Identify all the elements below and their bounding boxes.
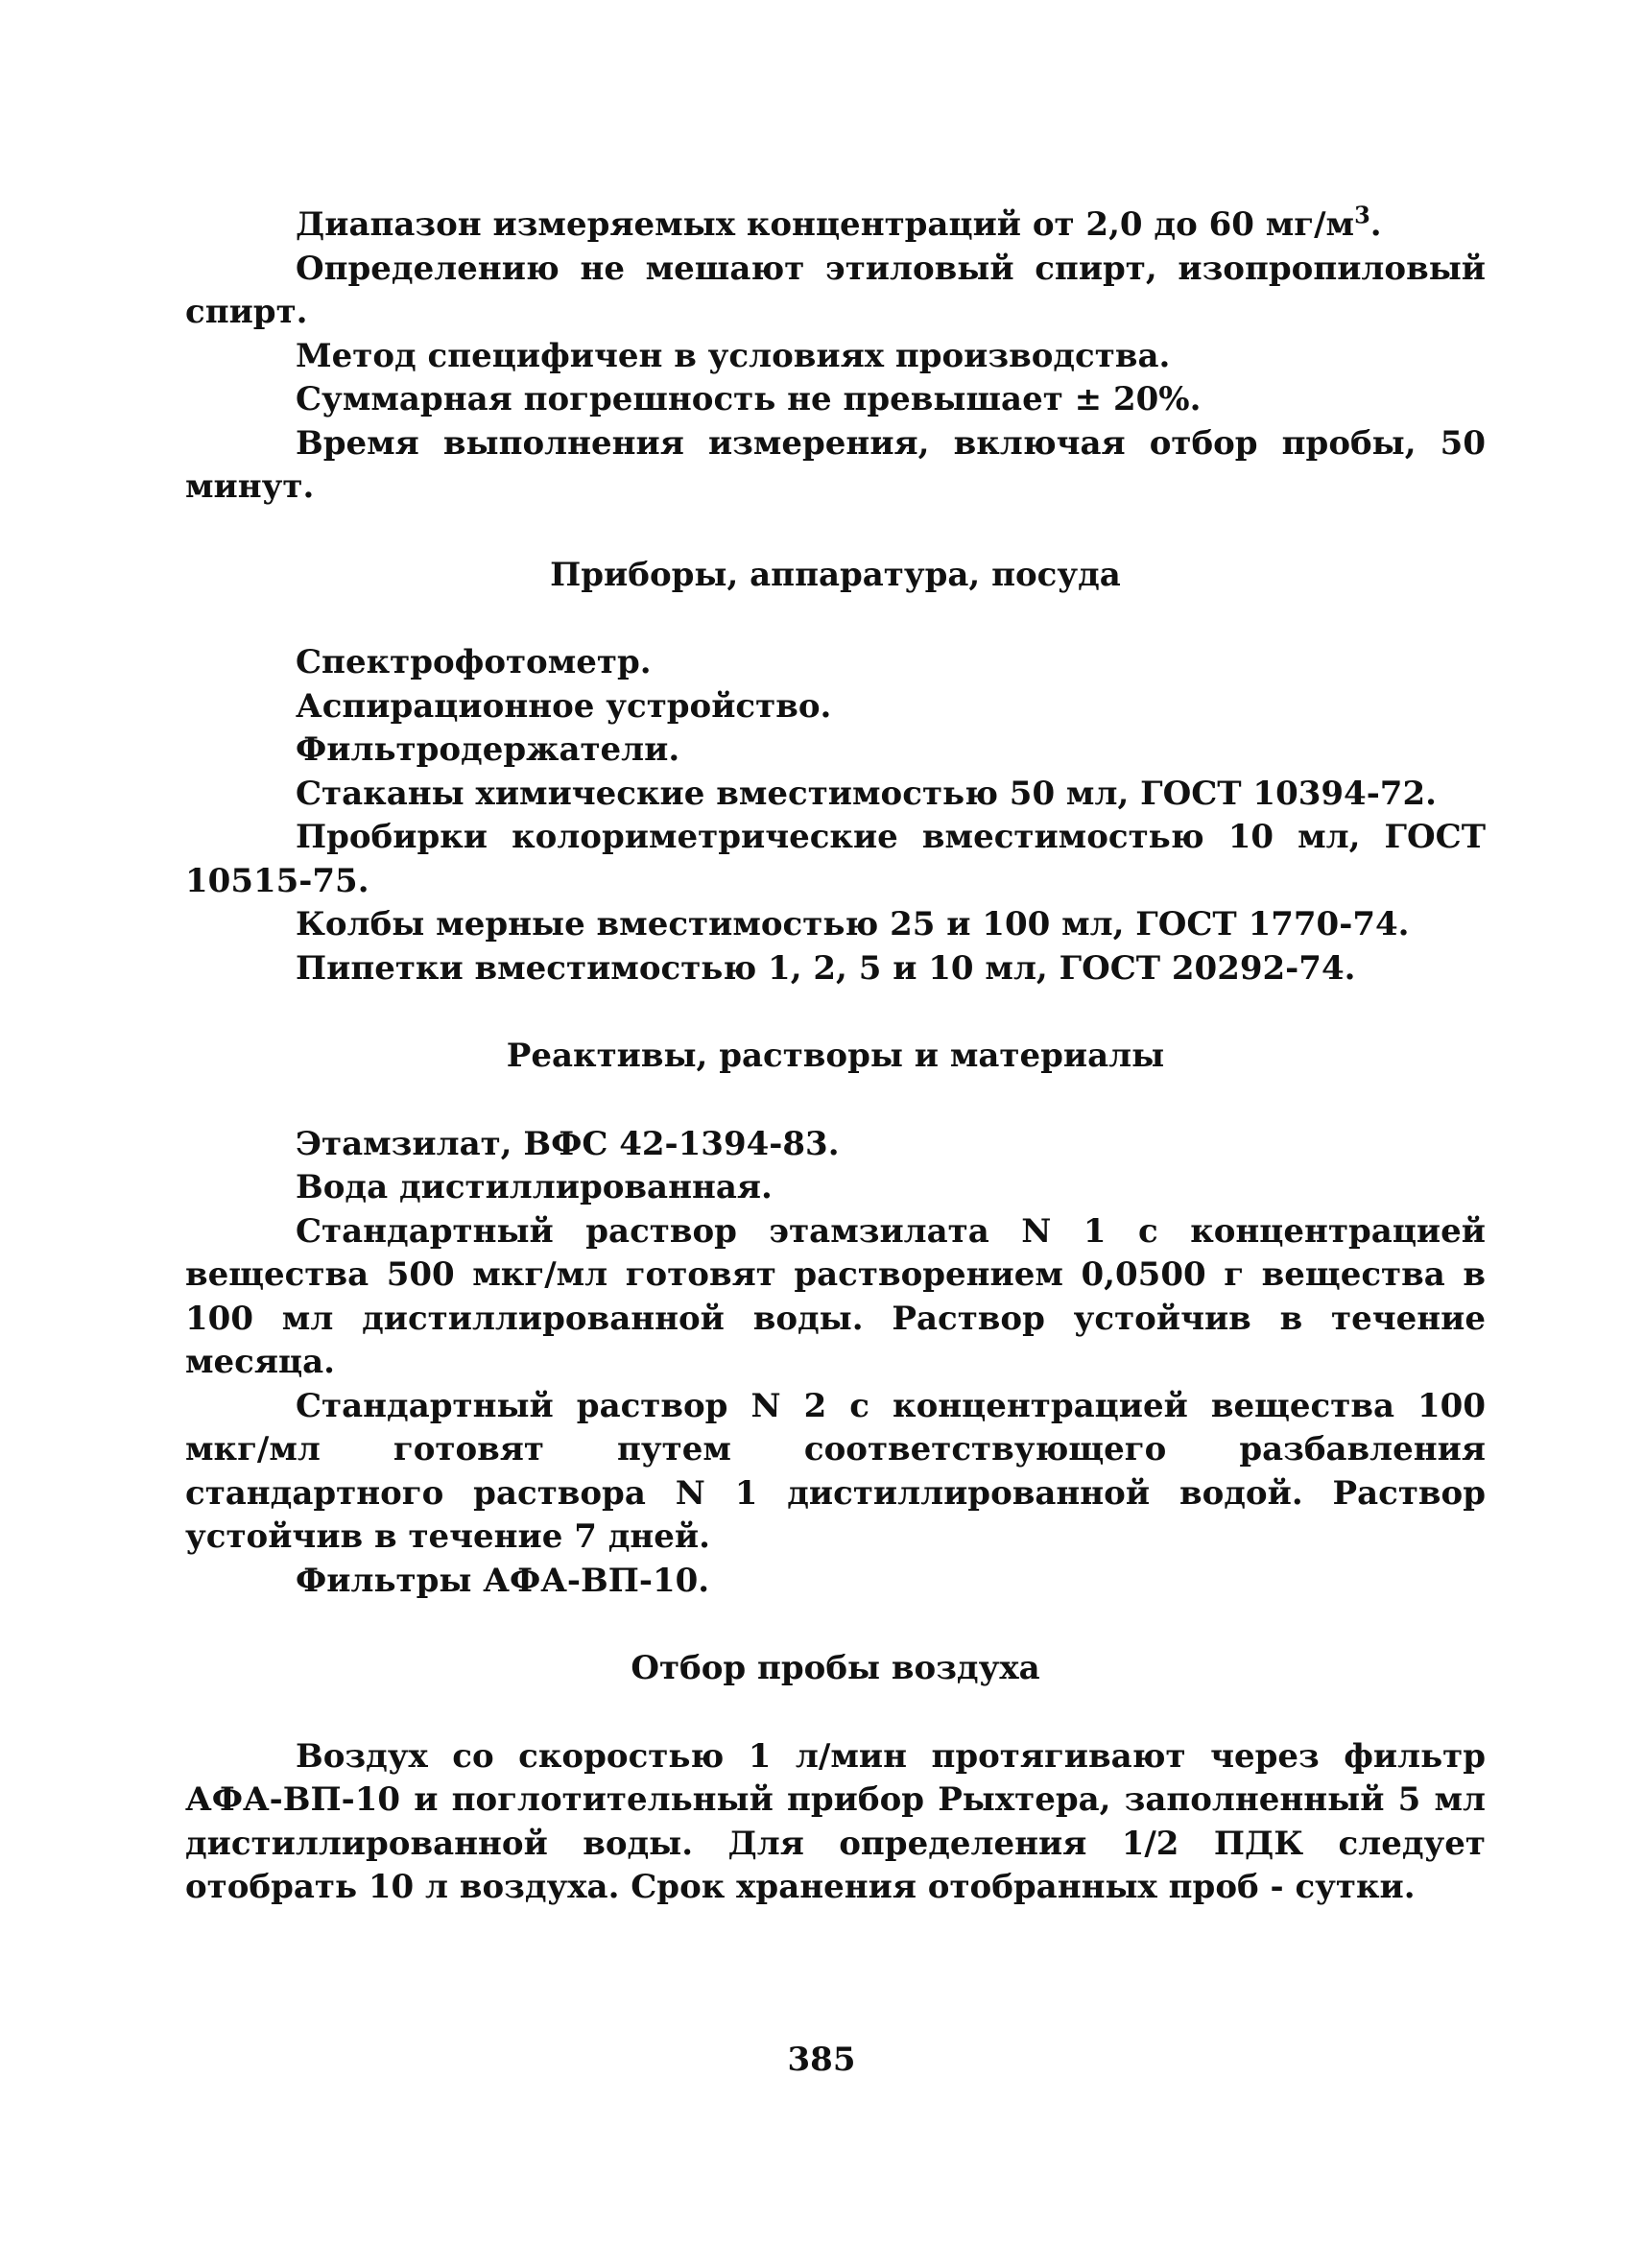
equipment-item: Пипетки вместимостью 1, 2, 5 и 10 мл, ГОСТ 20292-74.	[296, 948, 1356, 988]
text-column	[185, 203, 1486, 1910]
equipment-item: Спектрофотометр.	[296, 643, 652, 681]
interference-paragraph: Определению не мешают этиловый спирт, изопропиловый спирт.	[185, 249, 1486, 331]
equipment-item: Пробирки колориметрические вместимостью 10 мл, ГОСТ 10515-75.	[185, 818, 1486, 900]
equipment-item: Стаканы химические вместимостью 50 мл, ГОСТ 10394-72.	[296, 774, 1437, 813]
reagents-heading: Реактивы, растворы и материалы	[506, 1037, 1165, 1075]
reagent-item: Стандартный раствор N 2 с концентрацией вещества 100 мкг/мл готовят путем соответствующего разбавления стандартного раствора N 1 дистиллированной водой. Раствор устойчив в течение 7 дней.	[185, 1386, 1486, 1556]
sampling-paragraph: Воздух со скоростью 1 л/мин протягивают через фильтр АФА-ВП-10 и поглотительный прибор Рыхтера, заполненный 5 мл дистиллированной воды. Для определения 1/2 ПДК следует отобрать 10 л воздуха. Срок хранения отобранных проб - сутки.	[185, 1736, 1486, 1906]
equipment-item: Колбы мерные вместимостью 25 и 100 мл, ГОСТ 1770-74.	[296, 905, 1410, 943]
range-text: Диапазон измеряемых концентраций от 2,0 до 60 мг/м	[296, 205, 1355, 244]
equipment-item: Аспирационное устройство.	[296, 686, 832, 726]
reagent-item: Стандартный раствор этамзилата N 1 с концентрацией вещества 500 мкг/мл готовят растворением 0,0500 г вещества в 100 мл дистиллированной воды. Раствор устойчив в течение месяца.	[185, 1211, 1486, 1381]
equipment-item: Фильтродержатели.	[296, 730, 680, 769]
error-paragraph: Суммарная погрешность не превышает ± 20%.	[296, 380, 1202, 418]
range-paragraph	[185, 203, 1486, 248]
specificity-paragraph: Метод специфичен в условиях производства.	[296, 336, 1171, 375]
sampling-heading: Отбор пробы воздуха	[631, 1649, 1040, 1687]
reagent-item: Фильтры АФА-ВП-10.	[296, 1561, 710, 1600]
reagent-item: Этамзилат, ВФС 42-1394-83.	[296, 1124, 840, 1163]
range-end: .	[1369, 205, 1382, 244]
range-superscript: 3	[1354, 201, 1370, 229]
reagent-item: Вода дистиллированная.	[296, 1168, 773, 1206]
equipment-heading: Приборы, аппаратура, посуда	[550, 555, 1121, 594]
page-number: 385	[787, 2041, 856, 2079]
time-paragraph: Время выполнения измерения, включая отбор пробы, 50 минут.	[185, 423, 1486, 506]
